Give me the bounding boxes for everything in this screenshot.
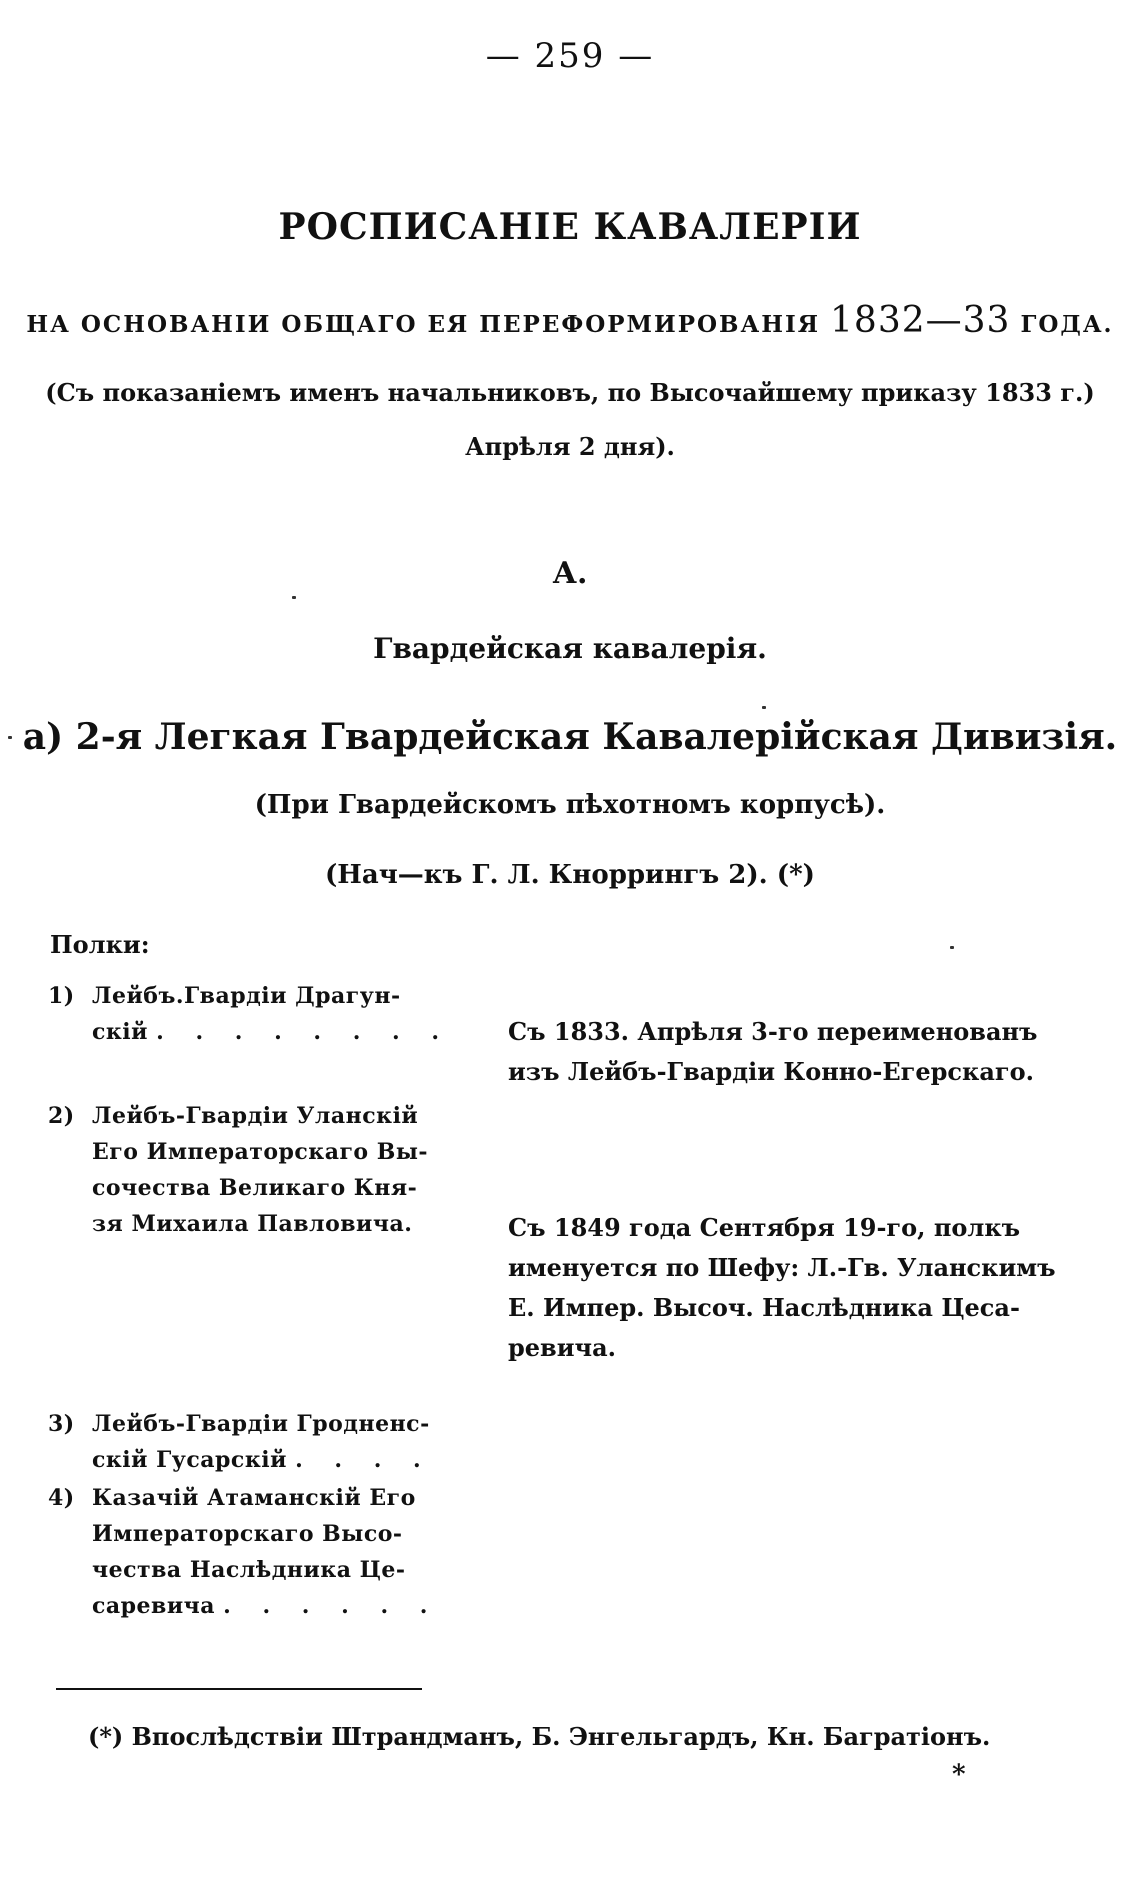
subtitle-text-after: ГОДА. — [1010, 311, 1114, 338]
regiment-item — [48, 1406, 468, 1478]
regiment-name-line: Лейбъ-Гвардiи Гродненс- — [92, 1411, 430, 1437]
regiment-name-line: скiй Гусарскiй — [92, 1447, 287, 1473]
regiment-name-line-with-dots — [48, 1014, 468, 1050]
regiment-note-line: ревича. — [508, 1333, 616, 1362]
print-speck — [950, 946, 954, 949]
leader-dots: . . . . . . — [223, 1593, 440, 1619]
division-commander: (Нач—къ Г. Л. Кноррингъ 2). (*) — [325, 860, 815, 890]
regiment-note-line: именуется по Шефу: Л.-Гв. Уланскимъ — [508, 1253, 1056, 1282]
leader-dots: . . . . . . . . — [156, 1019, 452, 1045]
regiment-item — [48, 1480, 468, 1624]
subtitle-text-before: НА ОСНОВАНIИ ОБЩАГО ЕЯ ПЕРЕФОРМИРОВАНIЯ — [26, 311, 831, 338]
print-speck — [762, 706, 766, 709]
regiment-name-line: Его Императорскаго Вы- — [92, 1139, 429, 1165]
print-speck — [8, 736, 12, 739]
division-corps: (При Гвардейскомъ пѣхотномъ корпусѣ). — [254, 790, 886, 820]
section-title: Гвардейская кавалерiя. — [373, 632, 767, 665]
regiment-name-line: Лейбъ-Гвардiи Уланскiй — [92, 1103, 419, 1129]
regiment-note-line: Съ 1833. Апрѣля 3-го переименованъ — [508, 1017, 1038, 1046]
regiment-item — [48, 1098, 468, 1242]
footnote-divider — [56, 1688, 422, 1690]
regiment-note-line: Съ 1849 года Сентября 19-го, полкъ — [508, 1213, 1021, 1242]
regiments-label: Полки: — [50, 930, 150, 959]
regiment-item — [48, 978, 468, 1050]
regiment-number: 1) — [48, 983, 75, 1009]
order-note-line-1: (Съ показанiемъ именъ начальниковъ, по Высочайшему приказу 1833 г.) — [45, 378, 1095, 407]
footnote: (*) Впослѣдствiи Штрандманъ, Б. Энгельгардъ, Кн. Багратiонъ. — [88, 1722, 991, 1751]
regiment-name-line: зя Михаила Павловича. — [92, 1211, 413, 1237]
regiment-name-line: скiй — [92, 1019, 148, 1045]
leader-dots: . . . . — [295, 1447, 433, 1473]
regiment-name-line: сочества Великаго Кня- — [92, 1175, 418, 1201]
section-letter: А. — [552, 556, 588, 591]
regiment-name-line: чества Наслѣдника Це- — [92, 1557, 406, 1583]
regiment-number: 2) — [48, 1103, 75, 1129]
regiment-name-line-with-dots — [48, 1442, 468, 1478]
regiment-number: 4) — [48, 1485, 75, 1511]
print-speck — [292, 596, 296, 599]
regiment-note — [508, 1208, 1068, 1368]
regiment-note-line: Е. Импер. Высоч. Наслѣдника Цеса- — [508, 1293, 1020, 1322]
regiment-number: 3) — [48, 1411, 75, 1437]
subtitle-year: 1832—33 — [830, 300, 1011, 341]
division-title: а) 2-я Легкая Гвардейская Кавалерiйская Дивизiя. — [22, 716, 1118, 758]
order-note-line-2: Апрѣля 2 дня). — [465, 432, 675, 461]
regiment-name-line: Императорскаго Высо- — [92, 1521, 403, 1547]
regiment-note — [508, 1012, 1068, 1092]
page-number: — 259 — — [485, 36, 655, 76]
regiment-name-line: Лейбъ.Гвардiи Драгун- — [92, 983, 401, 1009]
regiment-name-line: саревича — [92, 1593, 215, 1619]
regiment-note-line: изъ Лейбъ-Гвардiи Конно-Егерскаго. — [508, 1057, 1034, 1086]
regiment-name-line-with-dots — [48, 1588, 468, 1624]
document-subtitle — [0, 300, 1140, 341]
regiment-name-line: Казачiй Атаманскiй Его — [92, 1485, 416, 1511]
signature-mark: * — [952, 1760, 966, 1790]
document-title: РОСПИСАНIЕ КАВАЛЕРIИ — [278, 206, 862, 248]
